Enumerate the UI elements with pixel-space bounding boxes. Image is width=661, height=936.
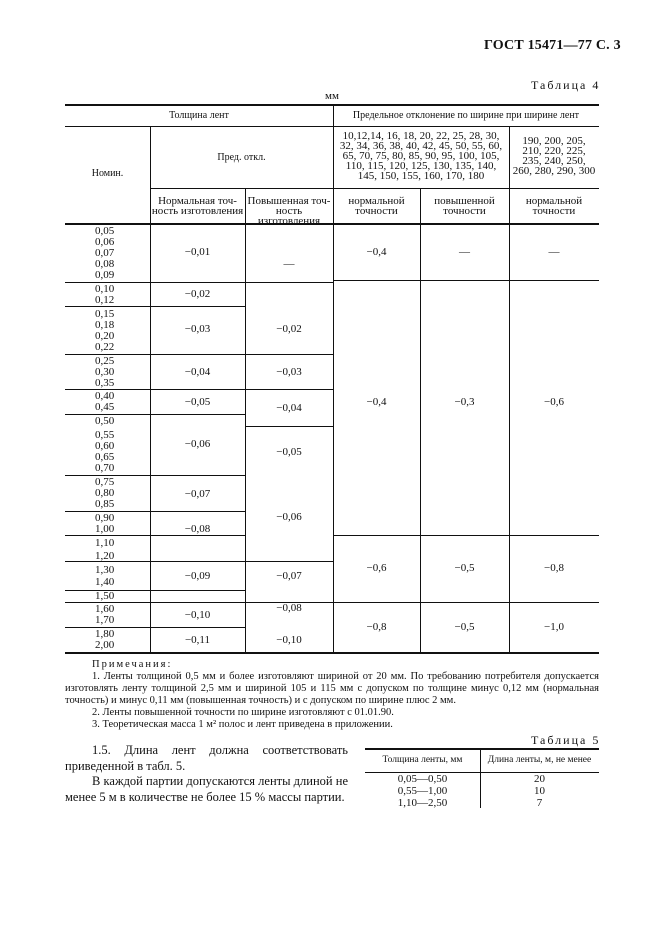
nominal-value: 1,10 xyxy=(95,537,115,549)
normal-dev-cell: −0,02 xyxy=(184,288,211,300)
nominal-value: 0,25 xyxy=(95,355,115,367)
nominal-value: 0,50 xyxy=(95,415,115,427)
table5-length: 10 xyxy=(534,785,545,797)
header-sub-normal: нормальной точности xyxy=(348,195,405,217)
width-normal-cell: −0,8 xyxy=(366,621,387,633)
nominal-value: 0,06 xyxy=(95,236,115,248)
table5-thickness: 0,05—0,50 xyxy=(397,773,448,785)
header-thickness: Толщина лент xyxy=(169,110,229,121)
normal-dev-cell: −0,10 xyxy=(184,609,211,621)
high-dev-cell: −0,08 xyxy=(276,602,302,614)
nominal-value: 1,80 xyxy=(95,628,115,640)
table4-caption: Таблица 4 xyxy=(531,78,601,92)
high-dev-cell: −0,06 xyxy=(276,511,302,523)
nominal-value: 0,10 xyxy=(95,283,115,295)
nominal-value: 0,60 xyxy=(95,440,115,452)
nominal-value: 0,85 xyxy=(95,498,115,510)
header-pred-otkl: Пред. откл. xyxy=(217,152,266,163)
notes-title: Примечания: xyxy=(92,659,173,670)
header-sub-normal2: нормальной точности xyxy=(525,195,583,217)
header-sub-high: повышенной точности xyxy=(434,195,495,217)
header-widths-group1: 10,12,14, 16, 18, 20, 22, 25, 28, 30, 32, 34, 36, 38, 40, 42, 45, 50, 55, 60, 65, 70, 75, 80, 85, 90, 95, 100, 105, 110, 115, 120, 125, 130, 135, 140, 145, 150, 155, 160, 170, 180 xyxy=(339,130,503,182)
nominal-value: 0,55 xyxy=(95,429,115,441)
table5-caption: Таблица 5 xyxy=(531,733,601,747)
table4-unit: мм xyxy=(325,90,339,102)
nominal-value: 0,40 xyxy=(95,390,115,402)
table5-length: 20 xyxy=(534,773,545,785)
normal-dev-cell: −0,05 xyxy=(184,396,211,408)
nominal-value: 0,20 xyxy=(95,330,115,342)
normal-dev-cell: −0,04 xyxy=(184,366,211,378)
width-high-cell: — xyxy=(459,246,470,258)
nominal-value: 1,00 xyxy=(95,523,115,535)
normal-dev-cell: −0,03 xyxy=(184,323,211,335)
nominal-value: 0,08 xyxy=(95,258,115,270)
width-normal2-cell: −0,8 xyxy=(544,562,564,574)
table5-header-thickness: Толщина ленты, мм xyxy=(382,755,463,765)
width-normal-cell: −0,4 xyxy=(366,396,387,408)
high-dev-cell: −0,05 xyxy=(276,446,302,458)
nominal-value: 0,80 xyxy=(95,487,115,499)
nominal-value: 1,40 xyxy=(95,576,115,588)
nominal-value: 1,20 xyxy=(95,550,115,562)
nominal-value: 2,00 xyxy=(95,639,115,651)
width-high-cell: −0,5 xyxy=(454,562,475,574)
high-dev-cell: — xyxy=(283,258,295,270)
normal-dev-cell: −0,07 xyxy=(184,488,211,500)
high-dev-cell: −0,10 xyxy=(276,634,302,646)
paragraph-batch: В каждой партии допускаются ленты длиной не менее 5 м в количестве не более 15 % массы партии. xyxy=(65,774,348,804)
nominal-value: 0,35 xyxy=(95,377,115,389)
normal-dev-cell: −0,01 xyxy=(184,246,211,258)
normal-dev-cell: −0,08 xyxy=(184,523,211,535)
nominal-value: 0,18 xyxy=(95,319,115,331)
high-dev-cell: −0,03 xyxy=(276,366,302,378)
header-nominal: Номин. xyxy=(91,168,124,179)
nominal-value: 1,70 xyxy=(95,614,115,626)
normal-dev-cell: −0,11 xyxy=(184,634,211,646)
high-dev-cell: −0,02 xyxy=(276,323,302,335)
width-normal2-cell: −1,0 xyxy=(544,621,564,633)
normal-dev-cell: −0,09 xyxy=(184,570,211,582)
table5-length: 7 xyxy=(536,797,543,809)
nominal-value: 0,90 xyxy=(95,512,115,524)
width-high-cell: −0,5 xyxy=(454,621,475,633)
nominal-value: 0,07 xyxy=(95,247,115,259)
nominal-value: 0,45 xyxy=(95,401,115,413)
note-1: 1. Ленты толщиной 0,5 мм и более изготовляют шириной от 20 мм. По требованию потребителя допускается изготовлять ленту толщиной 2,5 мм и шириной 105 и 115 мм с допуском по толщине минус 0,12 мм (нормальная точность) и минус 0,11 мм (повышенная точность) и с допуском по ширине плюс 2 мм. xyxy=(65,671,599,706)
nominal-value: 1,60 xyxy=(95,603,115,615)
high-dev-cell: −0,04 xyxy=(276,402,302,414)
nominal-value: 0,70 xyxy=(95,462,115,474)
nominal-value: 0,30 xyxy=(95,366,115,378)
width-normal2-cell: −0,6 xyxy=(544,396,564,408)
nominal-value: 0,22 xyxy=(95,341,115,353)
nominal-value: 0,05 xyxy=(95,225,115,237)
normal-dev-cell: −0,06 xyxy=(184,438,211,450)
width-normal-cell: −0,6 xyxy=(366,562,387,574)
table5-thickness: 0,55—1,00 xyxy=(397,785,448,797)
nominal-value: 0,12 xyxy=(95,294,115,306)
nominal-value: 0,75 xyxy=(95,476,115,488)
nominal-value: 0,15 xyxy=(95,308,115,320)
nominal-value: 1,30 xyxy=(95,564,115,576)
header-widths-group2: 190, 200, 205, 210, 220, 225, 235, 240, 250, 260, 280, 290, 300 xyxy=(512,135,596,177)
header-normal-accuracy: Нормальная точ- ность изготовления xyxy=(151,195,244,217)
header-high-accuracy: Повышенная точ- ность изготовления xyxy=(247,195,331,227)
width-normal2-cell: — xyxy=(548,246,560,258)
page-header: ГОСТ 15471—77 С. 3 xyxy=(484,38,621,53)
paragraph-1-5: 1.5. Длина лент должна соответствовать приведенной в табл. 5. xyxy=(65,743,348,773)
table5-header-length: Длина ленты, м, не менее xyxy=(487,755,592,765)
nominal-value: 1,50 xyxy=(95,590,115,602)
width-high-cell: −0,3 xyxy=(454,396,475,408)
note-2: 2. Ленты повышенной точности по ширине изготовляют с 01.01.90. xyxy=(92,707,394,718)
width-normal-cell: −0,4 xyxy=(366,246,387,258)
table5-thickness: 1,10—2,50 xyxy=(397,797,448,809)
nominal-value: 0,65 xyxy=(95,451,115,463)
high-dev-cell: −0,07 xyxy=(276,570,302,582)
header-width-deviation: Предельное отклонение по ширине при ширине лент xyxy=(352,110,580,121)
note-3: 3. Теоретическая масса 1 м² полос и лент приведена в приложении. xyxy=(92,719,393,730)
nominal-value: 0,09 xyxy=(95,269,115,281)
